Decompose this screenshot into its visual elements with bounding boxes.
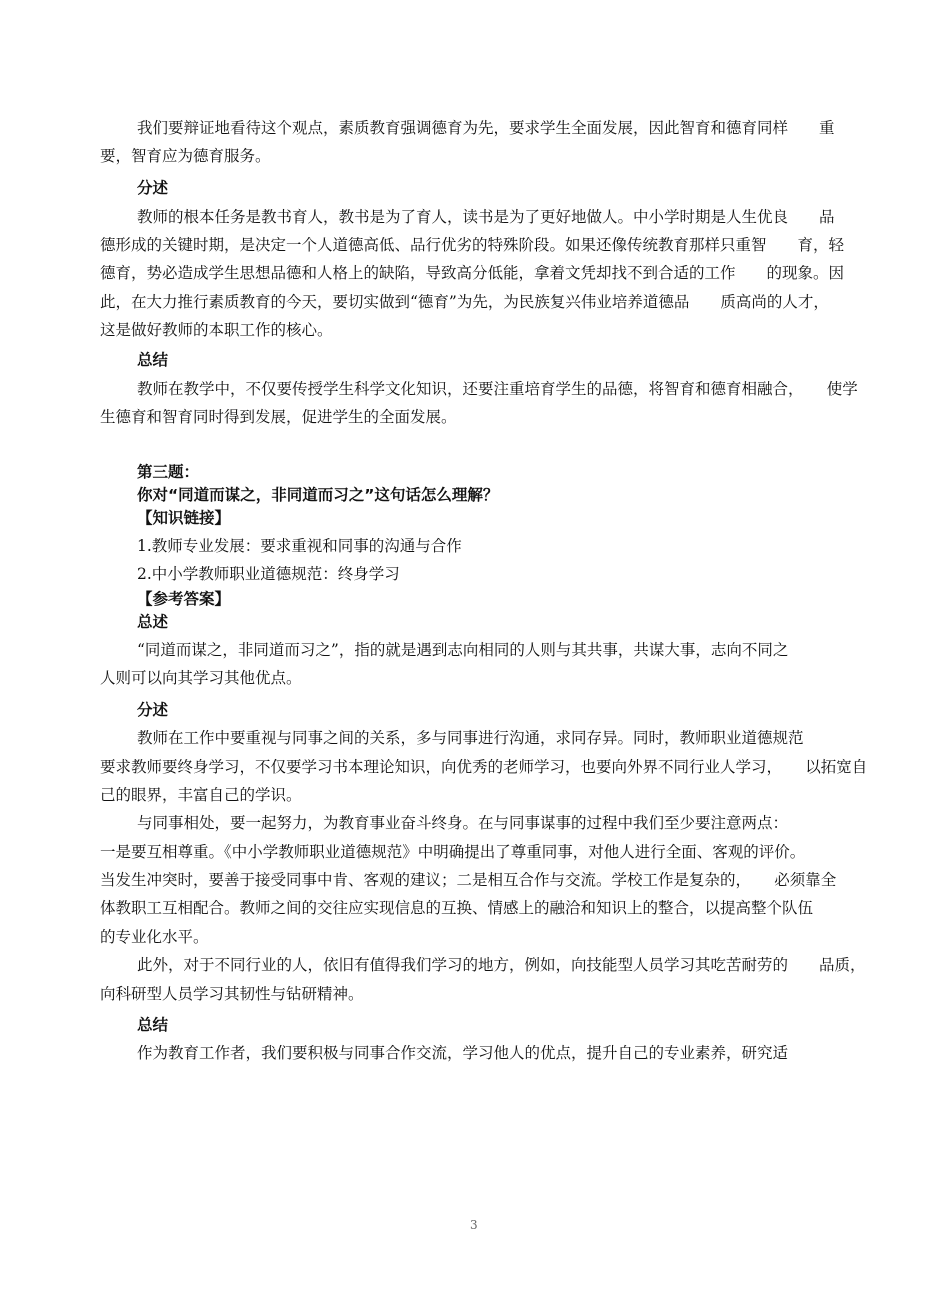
paragraph-line: 德形成的关键时期，是决定一个人道德高低、品行优劣的特殊阶段。如果还像传统教育那样只重智 育，轻 [100, 236, 845, 254]
paragraph-line: 要，智育应为德育服务。 [100, 147, 271, 165]
section-heading: 分述 [137, 701, 169, 719]
knowledge-item: 2.中小学教师职业道德规范：终身学习 [137, 565, 400, 583]
paragraph-line: 教师在教学中，不仅要传授学生科学文化知识，还要注重培育学生的品德，将智育和德育相融合， 使学 [137, 380, 858, 398]
paragraph-line: 体教职工互相配合。教师之间的交往应实现信息的互换、情感上的融洽和知识上的整合，以提高整个队伍 [100, 899, 814, 917]
paragraph-line: 一是要互相尊重。《中小学教师职业道德规范》中明确提出了尊重同事，对他人进行全面、客观的评价。 [100, 843, 806, 861]
paragraph-line: 要求教师要终身学习，不仅要学习书本理论知识，向优秀的老师学习，也要向外界不同行业人学习， 以拓宽自 [100, 758, 868, 776]
paragraph-line: 与同事相处，要一起努力，为教育事业奋斗终身。在与同事谋事的过程中我们至少要注意两点： [137, 814, 789, 832]
paragraph-line: “同道而谋之，非同道而习之”，指的就是遇到志向相同的人则与其共事，共谋大事，志向不同之 [137, 641, 789, 659]
paragraph-line: 我们要辩证地看待这个观点，素质教育强调德育为先，要求学生全面发展，因此智育和德育同样 重 [137, 119, 835, 137]
paragraph-line: 此外，对于不同行业的人，依旧有值得我们学习的地方，例如，向技能型人员学习其吃苦耐劳的 品质， [137, 956, 866, 974]
paragraph-line: 的专业化水平。 [100, 928, 209, 946]
paragraph-line: 己的眼界，丰富自己的学识。 [100, 786, 302, 804]
section-heading: 总结 [137, 351, 169, 369]
section-heading: 总结 [137, 1016, 169, 1034]
knowledge-item: 1.教师专业发展：要求重视和同事的沟通与合作 [137, 537, 462, 555]
paragraph-line: 教师的根本任务是教书育人，教书是为了育人，读书是为了更好地做人。中小学时期是人生优良 品 [137, 208, 835, 226]
reference-answer-heading: 【参考答案】 [137, 590, 231, 608]
section-heading: 分述 [137, 179, 169, 197]
knowledge-link-heading: 【知识链接】 [137, 509, 231, 527]
paragraph-line: 这是做好教师的本职工作的核心。 [100, 321, 333, 339]
paragraph-line: 教师在工作中要重视与同事之间的关系，多与同事进行沟通，求同存异。同时，教师职业道德规范 [137, 729, 804, 747]
question-number: 第三题： [137, 463, 200, 481]
paragraph-line: 此，在大力推行素质教育的今天，要切实做到“德育”为先，为民族复兴伟业培养道德品 质高尚的人才， [100, 293, 829, 311]
question-title: 你对“同道而谋之，非同道而习之”这句话怎么理解？ [137, 486, 499, 504]
page-number: 3 [470, 1218, 478, 1232]
section-heading: 总述 [137, 613, 169, 631]
paragraph-line: 向科研型人员学习其韧性与钻研精神。 [100, 985, 364, 1003]
paragraph-line: 生德育和智育同时得到发展，促进学生的全面发展。 [100, 408, 457, 426]
paragraph-line: 作为教育工作者，我们要积极与同事合作交流，学习他人的优点，提升自己的专业素养，研究适 [137, 1044, 789, 1062]
paragraph-line: 人则可以向其学习其他优点。 [100, 669, 302, 687]
paragraph-line: 德育，势必造成学生思想品德和人格上的缺陷，导致高分低能，拿着文凭却找不到合适的工作 的现象。因 [100, 264, 845, 282]
paragraph-line: 当发生冲突时，要善于接受同事中肯、客观的建议；二是相互合作与交流。学校工作是复杂的， 必须靠全 [100, 871, 837, 889]
